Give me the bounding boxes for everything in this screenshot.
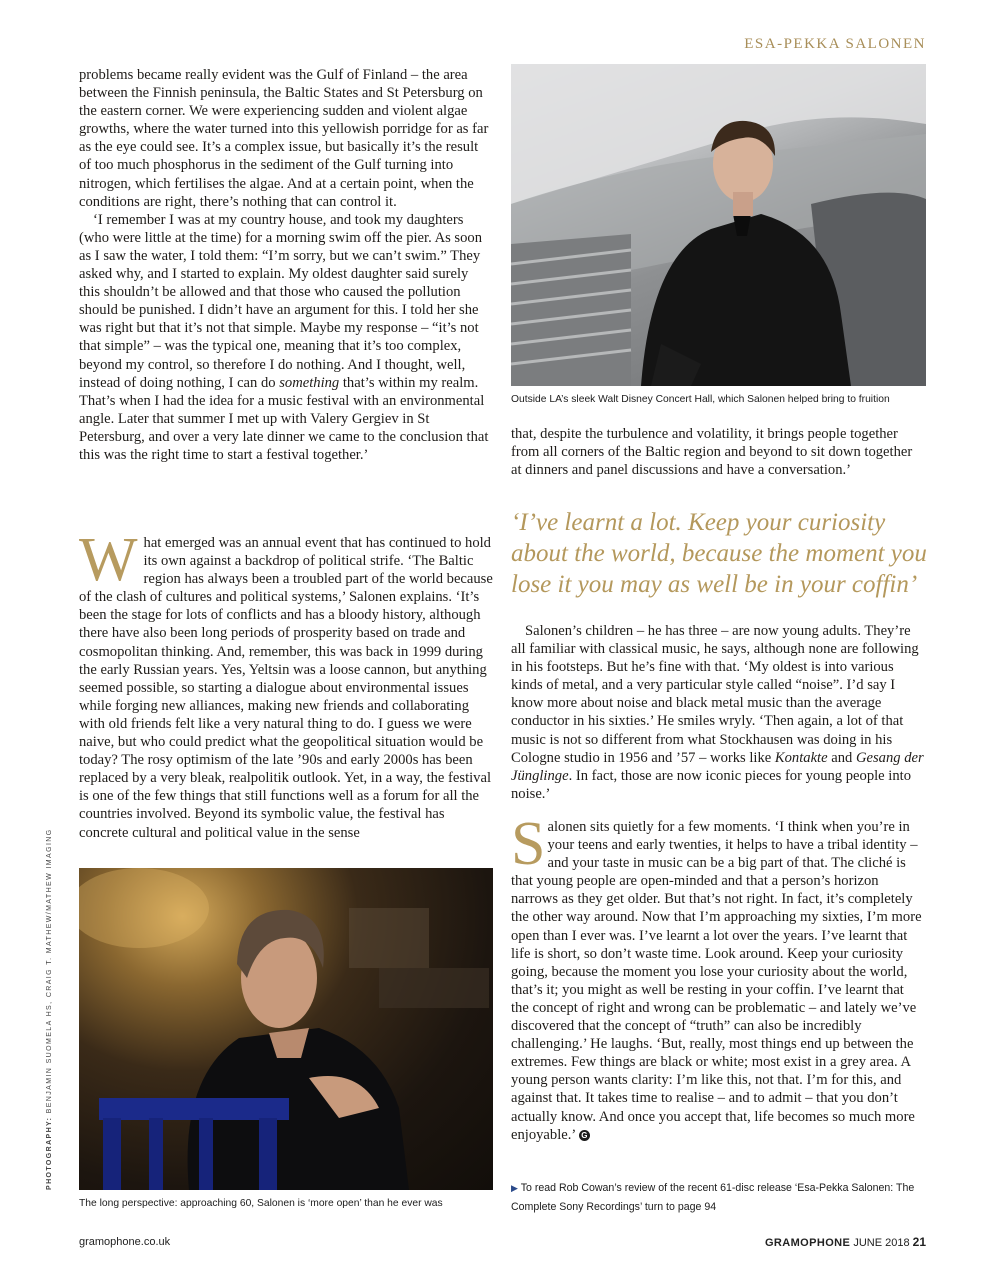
cross-reference-text: To read Rob Cowan’s review of the recent 61-disc release ‘Esa-Pekka Salonen: The Complete Sony Recordings’ turn to page 94 xyxy=(511,1182,915,1213)
emphasis: Gesang der Jünglinge xyxy=(511,749,924,784)
drop-cap: S xyxy=(511,810,546,878)
text-run: Salonen’s children – he has three – are now young adults. They’re all familiar with classical music, he says, although none are following in his footsteps. But he’s fine with that. ‘My oldest is into various kinds of metal, and a very particular style called “noise”. I’d say I know more about noise and black metal music than the average conductor in his sixties.’ He smiles wryly. ‘Then again, a lot of that music is not so different from what Stockhausen was doing in his Cologne studio in 1956 and ’57 – works like xyxy=(511,623,919,766)
paragraph xyxy=(511,810,925,1144)
article-column-left-top xyxy=(79,66,493,464)
cross-reference xyxy=(511,1179,931,1217)
page-number: 21 xyxy=(912,1235,926,1249)
photo-caption-bottom: The long perspective: approaching 60, Salonen is ‘more open’ than he ever was xyxy=(79,1198,443,1209)
article-column-right-top xyxy=(511,425,925,479)
paragraph: problems became really evident was the Gulf of Finland – the area between the Finnish peninsula, the Baltic States and St Petersburg on the eastern corner. We were experiencing sudden and violent algae growths, where the water turned into this yellowish porridge for as far as the eye could see. It’s a complex issue, but basically it’s the result of too much phosphorus in the sediment of the Gulf turning into nitrogen, which fertilises the algae. And at a certain point, when the conditions are right, there’s nothing that can control it. xyxy=(79,67,489,210)
text-run: that’s within my realm. That’s when I had the idea for a music festival with an environmental angle. Later that summer I met up with Valery Gergiev in St Petersburg, and over a very late dinner we came to the conclusion that this was the right time to start a festival together.’ xyxy=(79,374,489,463)
end-of-article-icon: G xyxy=(579,1130,590,1141)
text-run: and xyxy=(827,749,856,766)
photo-illustration xyxy=(511,64,926,386)
emphasis: something xyxy=(279,374,340,391)
text-run: ‘I remember I was at my country house, and took my daughters (who were little at the time) for a morning swim off the pier. As soon as I saw the water, I told them: “I’m sorry, but we can’t swim.” They asked why, and I started to explain. My oldest daughter said surely this shouldn’t be allowed and that those who caused the pollution should be punished. I didn’t have an argument for this. I told her she was right but that it’s not that simple. Maybe my response – “it’s not that simple” – was the typical one, meaning that it’s too complex, beyond my control, so therefore I do nothing. And I thought, well, instead of doing nothing, I can do xyxy=(79,211,483,391)
text-run: hat emerged was an annual event that has continued to hold its own against a backdrop of political strife. ‘The Baltic region has always been a troubled part of the world because of the clash of cultures and political systems,’ Salonen explains. ‘It’s been the stage for lots of conflicts and has a bloody history, although there have also been long periods of prosperity based on trade and cosmopolitan thinking. And, remember, this was back in 1999 during the early Russian years. Yes, Yeltsin was a loose cannon, but anything seemed possible, so starting a dialogue about environmental issues while forging new alliances, making new friends and collaborating with old friends felt like a very natural thing to do. I guess we were naive, but who could predict what the geopolitical situation would be today? The rosy optimism of the late ’90s and early 2000s has been replaced by a very bleak, realpolitik outlook. Yet, in a way, the festival is one of the few things that still functions well as a forum for all the countries involved. Beyond its symbolic value, the festival has concrete cultural and political value in the sense xyxy=(79,535,493,841)
arrow-right-icon: ▶ xyxy=(511,1183,518,1193)
paragraph: that, despite the turbulence and volatility, it brings people together from all corners of the Baltic region and beyond to sit down together at dinners and panel discussions and have a conversation.’ xyxy=(511,426,913,479)
emphasis: Kontakte xyxy=(774,749,828,766)
footer-folio xyxy=(765,1235,926,1249)
photo-caption-top: Outside LA’s sleek Walt Disney Concert Hall, which Salonen helped bring to fruition xyxy=(511,394,890,405)
paragraph xyxy=(79,526,493,842)
footer-website: gramophone.co.uk xyxy=(79,1236,171,1248)
article-column-right-bot xyxy=(511,810,925,1144)
magazine-name: GRAMOPHONE xyxy=(764,1237,851,1249)
pull-quote: ‘I’ve learnt a lot. Keep your curiosity about the world, because the moment you lose it you may as well be in your coffin’ xyxy=(511,509,927,598)
photo-walt-disney-concert-hall xyxy=(511,64,926,386)
paragraph xyxy=(79,211,493,464)
text-run: . In fact, those are now iconic pieces for young people into noise.’ xyxy=(511,767,911,802)
issue-date: JUNE 2018 xyxy=(853,1237,910,1249)
photo-illustration xyxy=(79,868,493,1190)
section-header: ESA-PEKKA SALONEN xyxy=(744,36,926,52)
photo-credit-names: BENJAMIN SUOMELA HS, CRAIG T. MATHEW/MATHEW IMAGING xyxy=(46,828,53,1117)
photo-credit-label: PHOTOGRAPHY: xyxy=(46,1116,53,1190)
photo-salonen-portrait xyxy=(79,868,493,1190)
article-column-left-mid xyxy=(79,526,493,842)
text-run: alonen sits quietly for a few moments. ‘I think when you’re in your teens and early twenties, it helps to have a tribal identity – and your taste in music can be a big part of that. The cliché is that young people are open-minded and that a person’s horizon narrows as they get older. But that’s not right. In fact, it’s completely the other way around. Now that I’m approaching my sixties, I’m more open than I ever was. I’ve learnt a lot over the years. I’ve learnt that life is short, so don’t waste time. Look around. Keep your curiosity going, because the moment you lose your curiosity about the world, that’s it; you might as well be resting in your coffin. I’ve learnt that the concept of right and wrong can be problematic – and lately we’ve discovered that the concept of “truth” can also be incredibly challenging.’ He laughs. ‘But, really, most things end up between the extremes. Few things are black or white; most exist in a grey area. A young person wants clarity: I’m like this, not that. I’m for this, and against that. It takes time to realise – and to admit – that you don’t actually know. And once you accept that, life becomes so much more enjoyable.’ xyxy=(511,819,922,1143)
article-column-right-mid xyxy=(511,622,925,803)
paragraph xyxy=(511,622,925,803)
photo-credit xyxy=(46,828,53,1190)
drop-cap: W xyxy=(79,526,138,594)
